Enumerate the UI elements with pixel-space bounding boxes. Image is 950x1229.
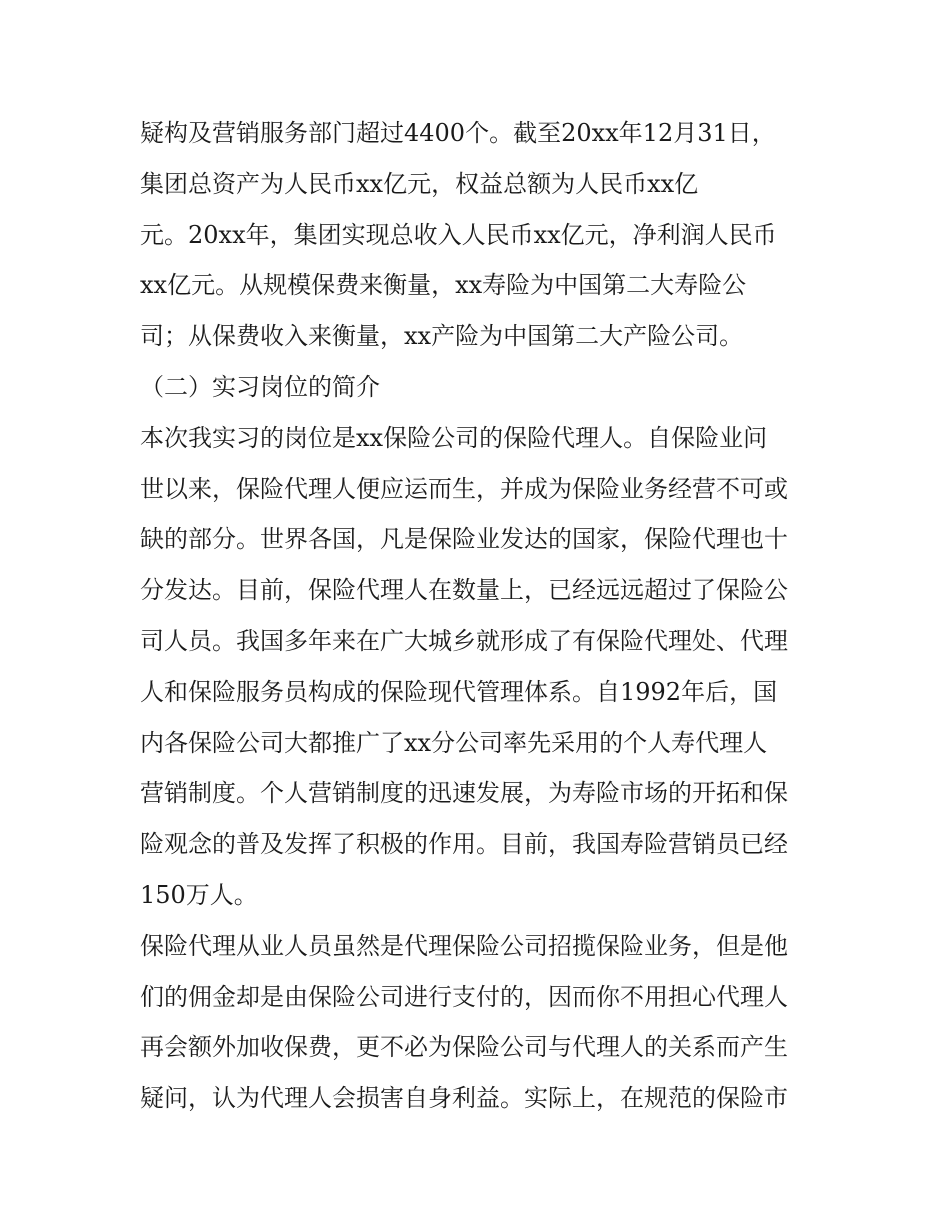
text-line: 元。20xx年，集团实现总收入人民币xx亿元，净利润人民币 — [140, 220, 777, 249]
section-heading: （二）实习岗位的简介 — [140, 372, 380, 401]
text-line: 本次我实习的岗位是xx保险公司的保险代理人。自保险业问 — [140, 423, 768, 452]
text-line: 世以来，保险代理人便应运而生，并成为保险业务经营不可或 — [140, 474, 788, 503]
text-line: 险观念的普及发挥了积极的作用。目前，我国寿险营销员已经 — [140, 830, 788, 859]
body-text — [140, 108, 820, 1124]
text-line: 人和保险服务员构成的保险现代管理体系。自1992年后，国 — [140, 677, 778, 706]
text-line: 分发达。目前，保险代理人在数量上，已经远远超过了保险公 — [140, 576, 788, 605]
text-line: 150万人。 — [140, 880, 258, 909]
text-line: 集团总资产为人民币xx亿元，权益总额为人民币xx亿 — [140, 169, 699, 198]
text-line: 们的佣金却是由保险公司进行支付的，因而你不用担心代理人 — [140, 982, 788, 1011]
text-line: 司；从保费收入来衡量，xx产险为中国第二大产险公司。 — [140, 322, 744, 351]
text-line: xx亿元。从规模保费来衡量，xx寿险为中国第二大寿险公 — [140, 271, 747, 300]
text-line: 再会额外加收保费，更不必为保险公司与代理人的关系而产生 — [140, 1033, 788, 1062]
text-line: 保险代理从业人员虽然是代理保险公司招揽保险业务，但是他 — [140, 931, 788, 960]
text-line: 疑问，认为代理人会损害自身利益。实际上，在规范的保险市 — [140, 1084, 788, 1113]
text-line: 缺的部分。世界各国，凡是保险业发达的国家，保险代理也十 — [140, 525, 788, 554]
text-line: 司人员。我国多年来在广大城乡就形成了有保险代理处、代理 — [140, 626, 788, 655]
text-line: 营销制度。个人营销制度的迅速发展，为寿险市场的开拓和保 — [140, 779, 788, 808]
text-line: 内各保险公司大都推广了xx分公司率先采用的个人寿代理人 — [140, 728, 768, 757]
text-line: 疑构及营销服务部门超过4400个。截至20xx年12月31日， — [140, 119, 776, 147]
